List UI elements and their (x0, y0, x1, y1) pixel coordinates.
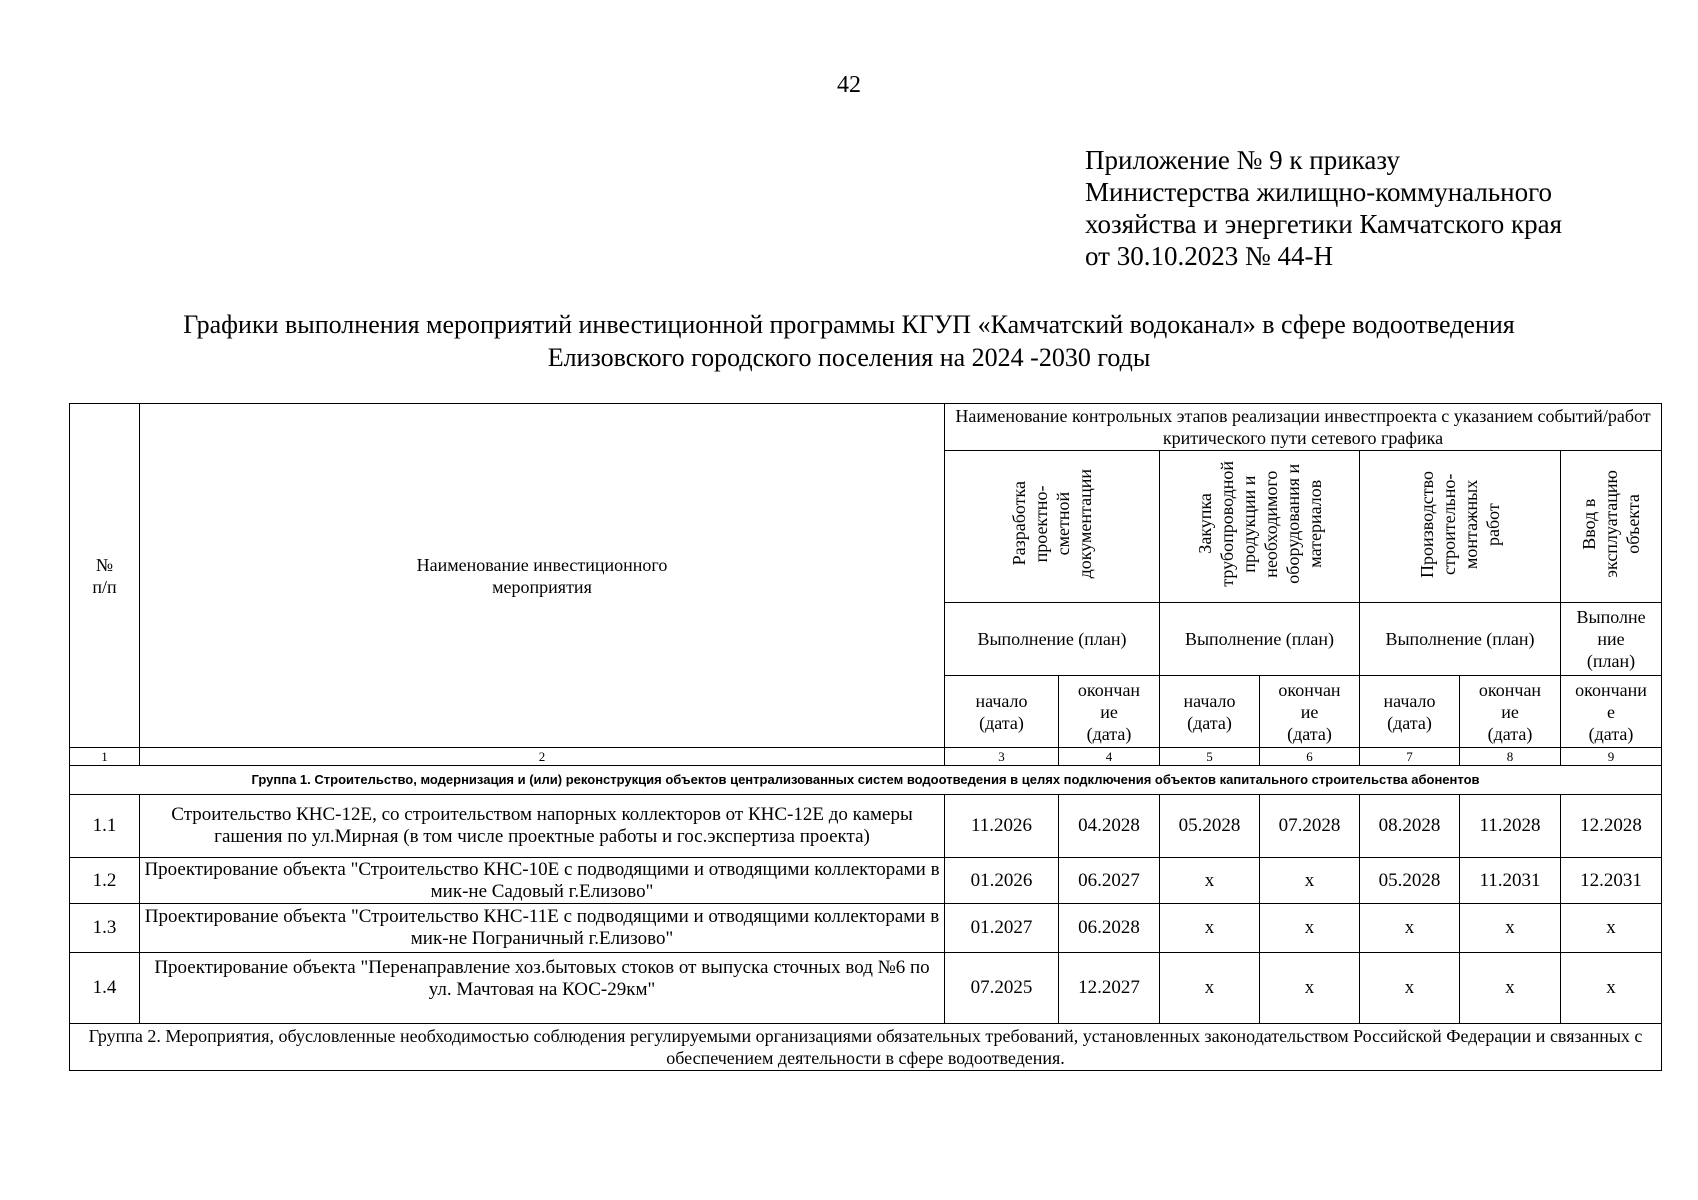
appendix-line: от 30.10.2023 № 44-Н (1085, 241, 1333, 271)
row-value: 11.2026 (945, 795, 1059, 858)
header-number (70, 404, 140, 748)
row-value: 07.2028 (1260, 795, 1360, 858)
stage-design (945, 451, 1160, 603)
group-row (70, 1024, 1662, 1071)
stage-construction (1360, 451, 1561, 603)
stage-label: Закупка трубопроводной продукции и необходимого оборудования и материалов (1194, 461, 1325, 587)
row-value: х (1160, 953, 1260, 1024)
end-date-label: окончани е (дата) (1561, 676, 1662, 748)
start-date-label: начало (дата) (1360, 676, 1460, 748)
appendix-line: хозяйства и энергетики Камчатского края (1085, 209, 1563, 239)
document-title (0, 308, 1698, 374)
table-row (70, 953, 1662, 1024)
row-value: 11.2028 (1460, 795, 1561, 858)
stage-commissioning (1561, 451, 1662, 603)
stage-label: Производство строительно- монтажных работ (1417, 470, 1503, 578)
stage-label: Ввод в эксплуатацию объекта (1579, 470, 1644, 578)
exec-plan-label: Выполнение (план) (945, 603, 1160, 676)
column-index: 5 (1160, 748, 1260, 766)
column-index-row (70, 748, 1662, 766)
header-name (140, 404, 945, 748)
exec-plan-label: Выполнение (план) (1160, 603, 1360, 676)
header-number-text: № п/п (92, 554, 117, 597)
header-name-text: Наименование инвестиционного мероприятия (416, 554, 668, 597)
row-value: 08.2028 (1360, 795, 1460, 858)
row-value: 01.2026 (945, 858, 1059, 904)
row-value: х (1160, 904, 1260, 953)
row-value: х (1260, 953, 1360, 1024)
title-line: Графики выполнения мероприятий инвестиционной программы КГУП «Камчатский водоканал» в сфере водоотведения (183, 310, 1515, 339)
column-index: 6 (1260, 748, 1360, 766)
row-value: х (1460, 953, 1561, 1024)
row-value: х (1260, 904, 1360, 953)
start-date-label: начало (дата) (945, 676, 1059, 748)
stage-label: Разработка проектно- сметной документации (1009, 469, 1095, 579)
row-value: 12.2028 (1561, 795, 1662, 858)
row-number: 1.3 (70, 904, 140, 953)
row-number: 1.2 (70, 858, 140, 904)
row-name: Строительство КНС-12Е, со строительством напорных коллекторов от КНС-12Е до камеры гашения по ул.Мирная (в том числе проектные работы и гос.экспертиза проекта) (140, 795, 945, 858)
end-date-label: окончан ие (дата) (1059, 676, 1160, 748)
row-value: х (1561, 904, 1662, 953)
row-value: х (1360, 904, 1460, 953)
row-value: х (1460, 904, 1561, 953)
column-index: 3 (945, 748, 1059, 766)
column-index: 9 (1561, 748, 1662, 766)
row-name: Проектирование объекта "Перенаправление хоз.бытовых стоков от выпуска сточных вод №6 по ул. Мачтовая на КОС-29км" (140, 953, 945, 1024)
row-name: Проектирование объекта "Строительство КНС-11Е с подводящими и отводящими коллекторами в мик-не Пограничный г.Елизово" (140, 904, 945, 953)
row-value: 04.2028 (1059, 795, 1160, 858)
group-2-heading: Группа 2. Мероприятия, обусловленные необходимостью соблюдения регулируемыми организациями обязательных требований, установленных законодательством Российской Федерации и связанных с обеспечением деятельности в сфере водоотведения. (70, 1024, 1662, 1071)
row-value: 05.2028 (1360, 858, 1460, 904)
table-row (70, 858, 1662, 904)
group-row (70, 766, 1662, 795)
header-row (70, 404, 1662, 451)
table-row (70, 904, 1662, 953)
appendix-block (1085, 144, 1562, 272)
row-value: х (1260, 858, 1360, 904)
column-index: 1 (70, 748, 140, 766)
exec-plan-label: Выполне ние (план) (1561, 603, 1662, 676)
row-value: 12.2027 (1059, 953, 1160, 1024)
row-value: 06.2028 (1059, 904, 1160, 953)
row-value: 06.2027 (1059, 858, 1160, 904)
column-index: 7 (1360, 748, 1460, 766)
column-index: 8 (1460, 748, 1561, 766)
column-index: 4 (1059, 748, 1160, 766)
group-1-heading: Группа 1. Строительство, модернизация и (или) реконструкция объектов централизованных систем водоотведения в целях подключения объектов капитального строительства абонентов (70, 766, 1662, 795)
row-value: 05.2028 (1160, 795, 1260, 858)
exec-plan-label: Выполнение (план) (1360, 603, 1561, 676)
title-line: Елизовского городского поселения на 2024 -2030 годы (547, 343, 1151, 372)
row-value: х (1561, 953, 1662, 1024)
row-value: х (1160, 858, 1260, 904)
row-number: 1.1 (70, 795, 140, 858)
row-value: 11.2031 (1460, 858, 1561, 904)
row-value: 01.2027 (945, 904, 1059, 953)
table-row (70, 795, 1662, 858)
header-stages-title: Наименование контрольных этапов реализации инвестпроекта с указанием событий/работ критического пути сетевого графика (945, 404, 1662, 451)
start-date-label: начало (дата) (1160, 676, 1260, 748)
appendix-line: Приложение № 9 к приказу (1085, 145, 1400, 175)
page-number: 42 (837, 72, 861, 98)
column-index: 2 (140, 748, 945, 766)
row-number: 1.4 (70, 953, 140, 1024)
stage-procurement (1160, 451, 1360, 603)
row-name: Проектирование объекта "Строительство КНС-10Е с подводящими и отводящими коллекторами в мик-не Садовый г.Елизово" (140, 858, 945, 904)
row-value: 12.2031 (1561, 858, 1662, 904)
row-value: х (1360, 953, 1460, 1024)
end-date-label: окончан ие (дата) (1260, 676, 1360, 748)
row-value: 07.2025 (945, 953, 1059, 1024)
schedule-table (69, 403, 1662, 1071)
end-date-label: окончан ие (дата) (1460, 676, 1561, 748)
appendix-line: Министерства жилищно-коммунального (1085, 177, 1553, 207)
